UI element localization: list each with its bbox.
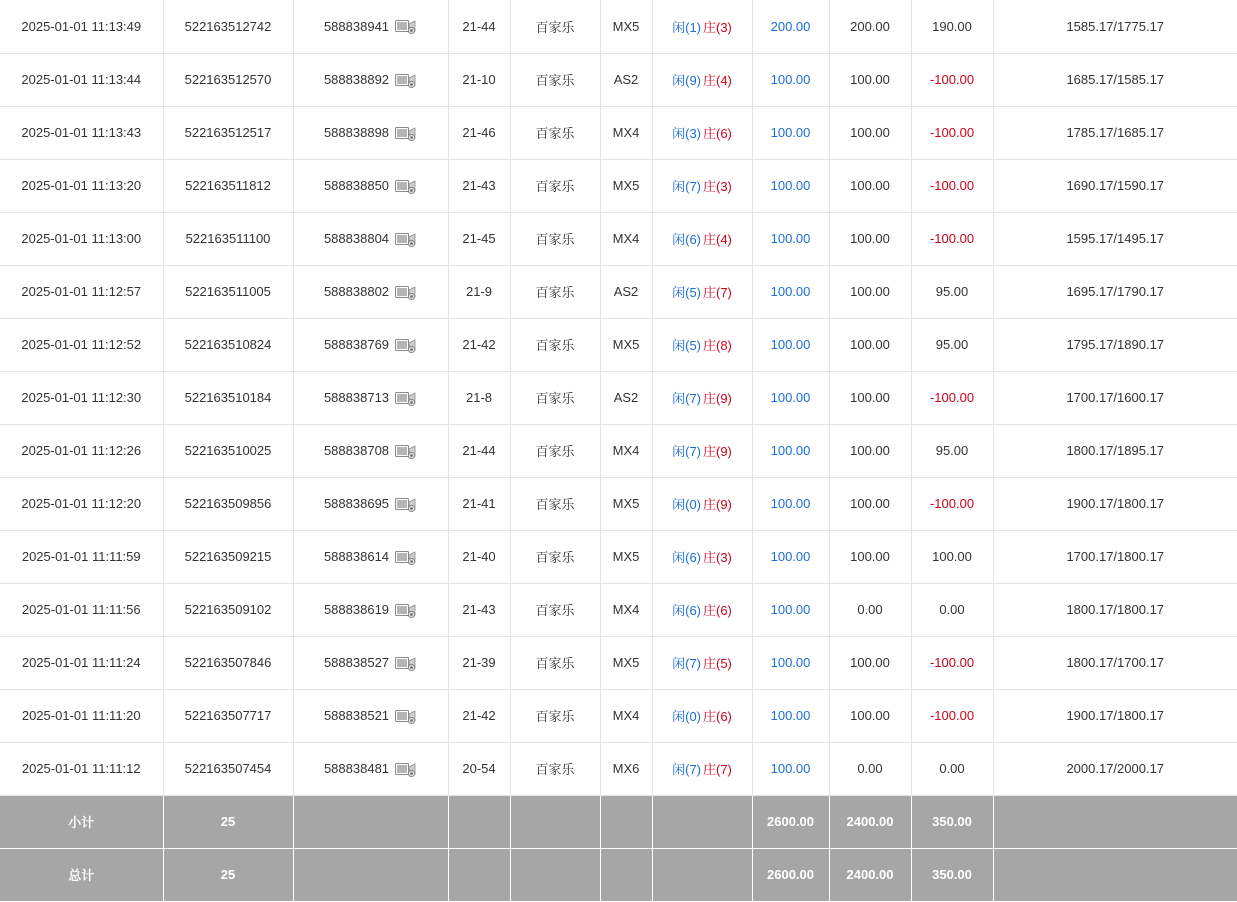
detail-banker: 庄(3) bbox=[703, 19, 732, 35]
summary-count: 25 bbox=[163, 848, 293, 901]
video-camera-icon[interactable] bbox=[395, 495, 417, 513]
detail-player: 闲(1) bbox=[672, 19, 701, 35]
cell-round: 21-39 bbox=[448, 636, 510, 689]
cell-bet-no bbox=[293, 371, 448, 424]
table-row bbox=[0, 742, 1237, 795]
video-camera-icon[interactable] bbox=[395, 336, 417, 354]
cell-order-no: 522163507846 bbox=[163, 636, 293, 689]
cell-game: 百家乐 bbox=[510, 212, 600, 265]
cell-balance: 1795.17/1890.17 bbox=[993, 318, 1237, 371]
detail-banker: 庄(9) bbox=[703, 444, 732, 459]
detail-player: 闲(6) bbox=[672, 550, 701, 565]
cell-result: -100.00 bbox=[911, 689, 993, 742]
cell-balance: 1700.17/1800.17 bbox=[993, 530, 1237, 583]
summary-valid-amount: 2400.00 bbox=[829, 795, 911, 848]
cell-amount[interactable]: 100.00 bbox=[752, 583, 829, 636]
cell-game: 百家乐 bbox=[510, 371, 600, 424]
summary-valid-amount: 2400.00 bbox=[829, 848, 911, 901]
cell-game: 百家乐 bbox=[510, 583, 600, 636]
video-camera-icon[interactable] bbox=[395, 389, 417, 407]
cell-order-no: 522163510824 bbox=[163, 318, 293, 371]
summary-blank-round bbox=[448, 795, 510, 848]
cell-round: 21-44 bbox=[448, 424, 510, 477]
cell-valid-amount: 100.00 bbox=[829, 318, 911, 371]
cell-bet-detail[interactable] bbox=[652, 530, 752, 583]
table-row bbox=[0, 265, 1237, 318]
detail-banker: 庄(8) bbox=[703, 338, 732, 353]
cell-game: 百家乐 bbox=[510, 636, 600, 689]
cell-balance: 1800.17/1895.17 bbox=[993, 424, 1237, 477]
video-camera-icon[interactable] bbox=[395, 17, 417, 35]
bet-no-text: 588838619 bbox=[323, 602, 390, 617]
video-camera-icon[interactable] bbox=[395, 124, 417, 142]
cell-amount[interactable]: 100.00 bbox=[752, 742, 829, 795]
cell-table-id: MX6 bbox=[600, 742, 652, 795]
cell-bet-detail[interactable] bbox=[652, 371, 752, 424]
cell-valid-amount: 100.00 bbox=[829, 159, 911, 212]
summary-blank-bet bbox=[293, 795, 448, 848]
video-camera-icon[interactable] bbox=[395, 654, 417, 672]
bet-no-text: 588838941 bbox=[323, 18, 390, 34]
cell-result: -100.00 bbox=[911, 636, 993, 689]
cell-amount[interactable]: 100.00 bbox=[752, 265, 829, 318]
cell-table-id: AS2 bbox=[600, 265, 652, 318]
video-camera-icon[interactable] bbox=[395, 548, 417, 566]
cell-bet-no bbox=[293, 106, 448, 159]
detail-player: 闲(7) bbox=[672, 444, 701, 459]
cell-round: 20-54 bbox=[448, 742, 510, 795]
cell-round: 21-46 bbox=[448, 106, 510, 159]
summary-row-total bbox=[0, 848, 1237, 901]
cell-bet-detail[interactable] bbox=[652, 318, 752, 371]
bet-no-text: 588838521 bbox=[323, 708, 390, 723]
detail-player: 闲(7) bbox=[672, 656, 701, 671]
cell-bet-no bbox=[293, 689, 448, 742]
cell-round: 21-41 bbox=[448, 477, 510, 530]
cell-bet-detail[interactable] bbox=[652, 742, 752, 795]
detail-banker: 庄(9) bbox=[703, 497, 732, 512]
cell-amount[interactable]: 100.00 bbox=[752, 53, 829, 106]
cell-result: 0.00 bbox=[911, 583, 993, 636]
cell-bet-detail[interactable] bbox=[652, 0, 752, 53]
cell-round: 21-42 bbox=[448, 318, 510, 371]
cell-bet-no bbox=[293, 424, 448, 477]
detail-player: 闲(9) bbox=[672, 73, 701, 88]
cell-valid-amount: 100.00 bbox=[829, 477, 911, 530]
table-row bbox=[0, 371, 1237, 424]
cell-round: 21-9 bbox=[448, 265, 510, 318]
summary-result: 350.00 bbox=[911, 848, 993, 901]
cell-valid-amount: 100.00 bbox=[829, 265, 911, 318]
detail-banker: 庄(4) bbox=[703, 232, 732, 247]
cell-table-id: MX4 bbox=[600, 424, 652, 477]
cell-amount[interactable]: 100.00 bbox=[752, 424, 829, 477]
cell-order-no: 522163509215 bbox=[163, 530, 293, 583]
cell-time: 2025-01-01 11:12:20 bbox=[0, 477, 163, 530]
table-row bbox=[0, 424, 1237, 477]
cell-time: 2025-01-01 11:11:24 bbox=[0, 636, 163, 689]
bet-no-text: 588838614 bbox=[323, 549, 390, 564]
video-camera-icon[interactable] bbox=[395, 71, 417, 89]
detail-banker: 庄(6) bbox=[703, 126, 732, 141]
detail-player: 闲(0) bbox=[672, 497, 701, 512]
summary-blank-detail bbox=[652, 848, 752, 901]
cell-valid-amount: 100.00 bbox=[829, 53, 911, 106]
table-row bbox=[0, 0, 1237, 53]
cell-bet-no bbox=[293, 53, 448, 106]
cell-time: 2025-01-01 11:12:52 bbox=[0, 318, 163, 371]
cell-time: 2025-01-01 11:13:43 bbox=[0, 106, 163, 159]
cell-game: 百家乐 bbox=[510, 742, 600, 795]
cell-bet-detail[interactable] bbox=[652, 212, 752, 265]
cell-game: 百家乐 bbox=[510, 53, 600, 106]
summary-blank-bet bbox=[293, 848, 448, 901]
detail-player: 闲(7) bbox=[672, 391, 701, 406]
cell-amount[interactable]: 100.00 bbox=[752, 477, 829, 530]
cell-order-no: 522163512517 bbox=[163, 106, 293, 159]
summary-blank-detail bbox=[652, 795, 752, 848]
cell-amount[interactable]: 100.00 bbox=[752, 106, 829, 159]
cell-amount[interactable]: 100.00 bbox=[752, 636, 829, 689]
cell-result: -100.00 bbox=[911, 477, 993, 530]
bet-no-text: 588838708 bbox=[323, 443, 390, 458]
cell-result: -100.00 bbox=[911, 159, 993, 212]
cell-game: 百家乐 bbox=[510, 530, 600, 583]
detail-banker: 庄(4) bbox=[703, 73, 732, 88]
cell-bet-no bbox=[293, 318, 448, 371]
cell-bet-detail[interactable] bbox=[652, 424, 752, 477]
detail-player: 闲(6) bbox=[672, 232, 701, 247]
cell-table-id: AS2 bbox=[600, 53, 652, 106]
cell-balance: 1685.17/1585.17 bbox=[993, 53, 1237, 106]
cell-amount[interactable]: 100.00 bbox=[752, 371, 829, 424]
cell-order-no: 522163511812 bbox=[163, 159, 293, 212]
cell-valid-amount: 0.00 bbox=[829, 583, 911, 636]
video-camera-icon[interactable] bbox=[395, 601, 417, 619]
cell-valid-amount: 200.00 bbox=[829, 0, 911, 53]
cell-balance: 1585.17/1775.17 bbox=[993, 0, 1237, 53]
bet-no-text: 588838695 bbox=[323, 496, 390, 511]
cell-bet-no bbox=[293, 742, 448, 795]
cell-result: -100.00 bbox=[911, 371, 993, 424]
table-row bbox=[0, 159, 1237, 212]
summary-count: 25 bbox=[163, 795, 293, 848]
cell-order-no: 522163509856 bbox=[163, 477, 293, 530]
bet-no-text: 588838713 bbox=[323, 390, 390, 405]
cell-valid-amount: 0.00 bbox=[829, 742, 911, 795]
cell-bet-no bbox=[293, 477, 448, 530]
detail-banker: 庄(5) bbox=[703, 656, 732, 671]
table-row bbox=[0, 530, 1237, 583]
detail-player: 闲(6) bbox=[672, 603, 701, 618]
cell-order-no: 522163512570 bbox=[163, 53, 293, 106]
cell-valid-amount: 100.00 bbox=[829, 530, 911, 583]
cell-amount[interactable]: 100.00 bbox=[752, 212, 829, 265]
cell-order-no: 522163510184 bbox=[163, 371, 293, 424]
cell-table-id: MX4 bbox=[600, 689, 652, 742]
cell-game: 百家乐 bbox=[510, 689, 600, 742]
cell-valid-amount: 100.00 bbox=[829, 424, 911, 477]
cell-time: 2025-01-01 11:12:26 bbox=[0, 424, 163, 477]
table-row bbox=[0, 689, 1237, 742]
video-camera-icon[interactable] bbox=[395, 442, 417, 460]
cell-round: 21-43 bbox=[448, 159, 510, 212]
cell-game: 百家乐 bbox=[510, 0, 600, 53]
cell-amount[interactable]: 100.00 bbox=[752, 689, 829, 742]
cell-game: 百家乐 bbox=[510, 318, 600, 371]
cell-balance: 1700.17/1600.17 bbox=[993, 371, 1237, 424]
cell-bet-no bbox=[293, 636, 448, 689]
cell-time: 2025-01-01 11:12:30 bbox=[0, 371, 163, 424]
cell-game: 百家乐 bbox=[510, 265, 600, 318]
cell-game: 百家乐 bbox=[510, 424, 600, 477]
cell-time: 2025-01-01 11:12:57 bbox=[0, 265, 163, 318]
cell-order-no: 522163509102 bbox=[163, 583, 293, 636]
video-camera-icon[interactable] bbox=[395, 707, 417, 725]
detail-player: 闲(7) bbox=[672, 179, 701, 194]
cell-bet-detail[interactable] bbox=[652, 53, 752, 106]
cell-bet-no bbox=[293, 530, 448, 583]
video-camera-icon[interactable] bbox=[395, 283, 417, 301]
bet-no-text: 588838850 bbox=[323, 178, 390, 193]
summary-blank-balance bbox=[993, 848, 1237, 901]
summary-blank-game bbox=[510, 795, 600, 848]
summary-result: 350.00 bbox=[911, 795, 993, 848]
cell-bet-no bbox=[293, 265, 448, 318]
table-row bbox=[0, 106, 1237, 159]
cell-table-id: AS2 bbox=[600, 371, 652, 424]
cell-result: 100.00 bbox=[911, 530, 993, 583]
cell-result: 95.00 bbox=[911, 265, 993, 318]
cell-balance: 1900.17/1800.17 bbox=[993, 689, 1237, 742]
cell-time: 2025-01-01 11:11:59 bbox=[0, 530, 163, 583]
summary-blank-table bbox=[600, 795, 652, 848]
detail-player: 闲(3) bbox=[672, 126, 701, 141]
cell-table-id: MX5 bbox=[600, 159, 652, 212]
cell-bet-detail[interactable] bbox=[652, 636, 752, 689]
cell-table-id: MX5 bbox=[600, 530, 652, 583]
bet-no-text: 588838898 bbox=[323, 125, 390, 140]
table-row bbox=[0, 636, 1237, 689]
detail-banker: 庄(3) bbox=[703, 179, 732, 194]
cell-round: 21-8 bbox=[448, 371, 510, 424]
detail-player: 闲(5) bbox=[672, 338, 701, 353]
cell-round: 21-10 bbox=[448, 53, 510, 106]
cell-amount[interactable]: 100.00 bbox=[752, 530, 829, 583]
cell-round: 21-44 bbox=[448, 0, 510, 53]
cell-balance: 2000.17/2000.17 bbox=[993, 742, 1237, 795]
bet-no-text: 588838481 bbox=[323, 761, 390, 776]
bet-no-text: 588838804 bbox=[323, 231, 390, 246]
cell-result: -100.00 bbox=[911, 53, 993, 106]
detail-banker: 庄(6) bbox=[703, 603, 732, 618]
cell-time: 2025-01-01 11:13:44 bbox=[0, 53, 163, 106]
cell-game: 百家乐 bbox=[510, 477, 600, 530]
cell-bet-detail[interactable] bbox=[652, 265, 752, 318]
cell-valid-amount: 100.00 bbox=[829, 371, 911, 424]
detail-player: 闲(7) bbox=[672, 762, 701, 777]
cell-balance: 1800.17/1800.17 bbox=[993, 583, 1237, 636]
cell-table-id: MX5 bbox=[600, 477, 652, 530]
cell-bet-detail[interactable] bbox=[652, 159, 752, 212]
cell-bet-no bbox=[293, 159, 448, 212]
cell-amount[interactable]: 200.00 bbox=[752, 0, 829, 53]
bet-no-text: 588838527 bbox=[323, 655, 390, 670]
cell-table-id: MX4 bbox=[600, 106, 652, 159]
cell-valid-amount: 100.00 bbox=[829, 689, 911, 742]
cell-table-id: MX5 bbox=[600, 0, 652, 53]
summary-amount: 2600.00 bbox=[752, 795, 829, 848]
cell-balance: 1800.17/1700.17 bbox=[993, 636, 1237, 689]
table-row bbox=[0, 583, 1237, 636]
cell-round: 21-43 bbox=[448, 583, 510, 636]
bet-no-text: 588838769 bbox=[323, 337, 390, 352]
cell-result: 95.00 bbox=[911, 318, 993, 371]
detail-banker: 庄(3) bbox=[703, 550, 732, 565]
cell-game: 百家乐 bbox=[510, 106, 600, 159]
cell-amount[interactable]: 100.00 bbox=[752, 318, 829, 371]
summary-blank-game bbox=[510, 848, 600, 901]
summary-blank-table bbox=[600, 848, 652, 901]
cell-time: 2025-01-01 11:11:56 bbox=[0, 583, 163, 636]
table-row bbox=[0, 318, 1237, 371]
cell-round: 21-45 bbox=[448, 212, 510, 265]
cell-valid-amount: 100.00 bbox=[829, 106, 911, 159]
cell-balance: 1900.17/1800.17 bbox=[993, 477, 1237, 530]
cell-table-id: MX5 bbox=[600, 636, 652, 689]
cell-balance: 1785.17/1685.17 bbox=[993, 106, 1237, 159]
cell-time: 2025-01-01 11:13:20 bbox=[0, 159, 163, 212]
cell-round: 21-42 bbox=[448, 689, 510, 742]
detail-player: 闲(5) bbox=[672, 285, 701, 300]
cell-balance: 1690.17/1590.17 bbox=[993, 159, 1237, 212]
cell-order-no: 522163511100 bbox=[163, 212, 293, 265]
summary-label: 小计 bbox=[0, 795, 163, 848]
video-camera-icon[interactable] bbox=[395, 177, 417, 195]
cell-order-no: 522163510025 bbox=[163, 424, 293, 477]
table-row bbox=[0, 212, 1237, 265]
cell-result: 95.00 bbox=[911, 424, 993, 477]
cell-order-no: 522163507454 bbox=[163, 742, 293, 795]
cell-bet-no bbox=[293, 0, 448, 53]
cell-result: -100.00 bbox=[911, 106, 993, 159]
cell-valid-amount: 100.00 bbox=[829, 212, 911, 265]
video-camera-icon[interactable] bbox=[395, 760, 417, 778]
cell-valid-amount: 100.00 bbox=[829, 636, 911, 689]
cell-time: 2025-01-01 11:11:20 bbox=[0, 689, 163, 742]
summary-blank-round bbox=[448, 848, 510, 901]
detail-banker: 庄(7) bbox=[703, 285, 732, 300]
cell-result: 190.00 bbox=[911, 0, 993, 53]
cell-bet-no bbox=[293, 212, 448, 265]
cell-bet-detail[interactable] bbox=[652, 106, 752, 159]
cell-game: 百家乐 bbox=[510, 159, 600, 212]
cell-bet-no bbox=[293, 583, 448, 636]
cell-time: 2025-01-01 11:13:00 bbox=[0, 212, 163, 265]
cell-round: 21-40 bbox=[448, 530, 510, 583]
summary-amount: 2600.00 bbox=[752, 848, 829, 901]
detail-banker: 庄(7) bbox=[703, 762, 732, 777]
cell-bet-detail[interactable] bbox=[652, 689, 752, 742]
detail-banker: 庄(6) bbox=[703, 709, 732, 724]
cell-amount[interactable]: 100.00 bbox=[752, 159, 829, 212]
detail-player: 闲(0) bbox=[672, 709, 701, 724]
cell-balance: 1695.17/1790.17 bbox=[993, 265, 1237, 318]
cell-table-id: MX4 bbox=[600, 583, 652, 636]
summary-label: 总计 bbox=[0, 848, 163, 901]
bet-no-text: 588838892 bbox=[323, 72, 390, 87]
detail-banker: 庄(9) bbox=[703, 391, 732, 406]
cell-bet-detail[interactable] bbox=[652, 583, 752, 636]
cell-balance: 1595.17/1495.17 bbox=[993, 212, 1237, 265]
cell-result: 0.00 bbox=[911, 742, 993, 795]
bet-no-text: 588838802 bbox=[323, 284, 390, 299]
cell-time: 2025-01-01 11:11:12 bbox=[0, 742, 163, 795]
cell-order-no: 522163512742 bbox=[163, 0, 293, 53]
cell-table-id: MX5 bbox=[600, 318, 652, 371]
video-camera-icon[interactable] bbox=[395, 230, 417, 248]
table-row bbox=[0, 477, 1237, 530]
cell-result: -100.00 bbox=[911, 212, 993, 265]
cell-table-id: MX4 bbox=[600, 212, 652, 265]
summary-blank-balance bbox=[993, 795, 1237, 848]
table-row bbox=[0, 53, 1237, 106]
cell-order-no: 522163511005 bbox=[163, 265, 293, 318]
cell-time: 2025-01-01 11:13:49 bbox=[0, 0, 163, 53]
cell-order-no: 522163507717 bbox=[163, 689, 293, 742]
cell-bet-detail[interactable] bbox=[652, 477, 752, 530]
summary-row-subtotal bbox=[0, 795, 1237, 848]
